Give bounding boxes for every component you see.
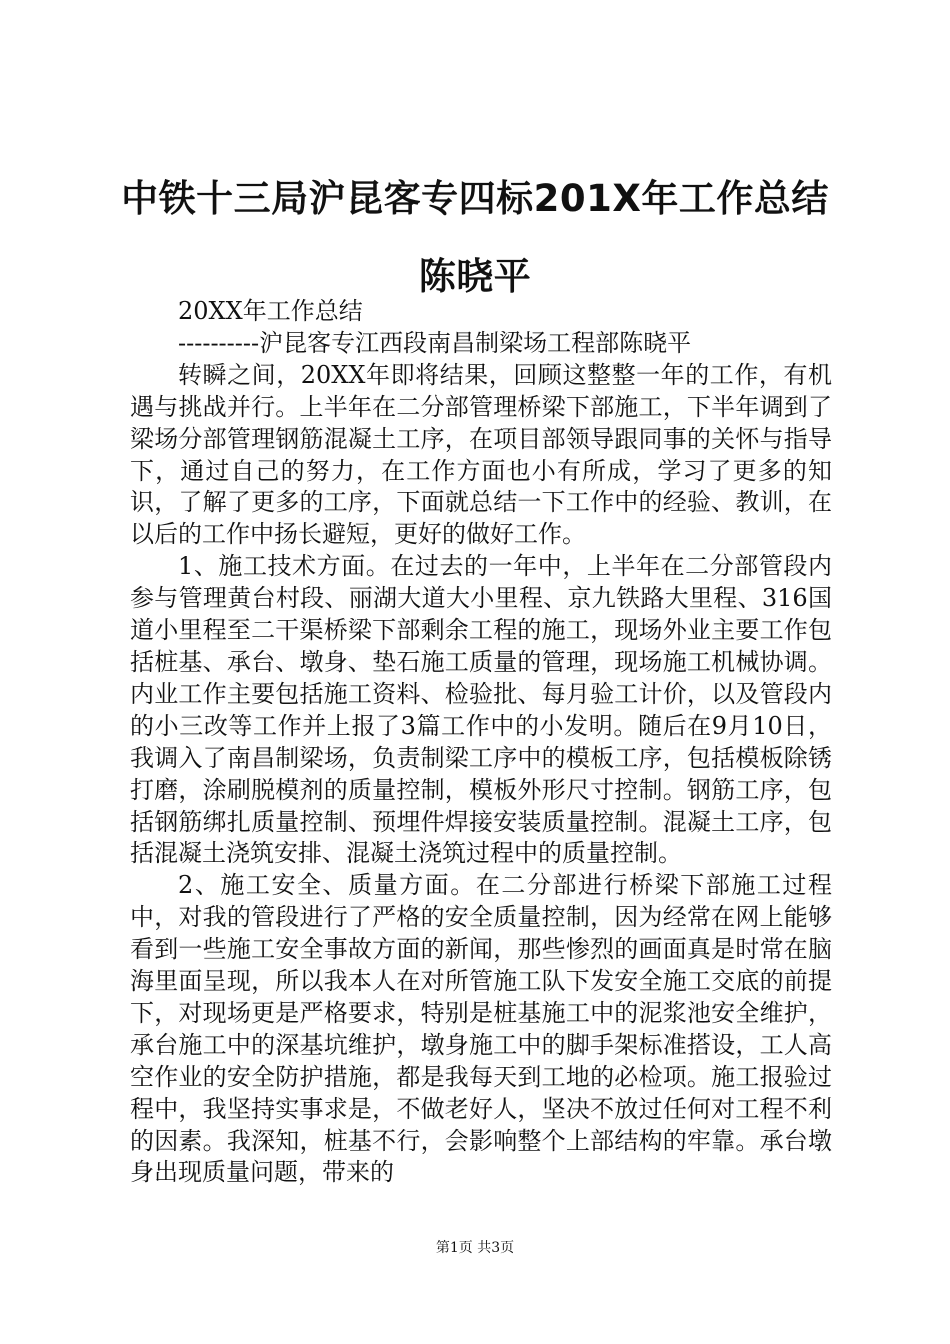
paragraph-safety-quality: 2、施工安全、质量方面。在二分部进行桥梁下部施工过程中，对我的管段进行了严格的安全质量控制，因为经常在网上能够看到一些施工安全事故方面的新闻，那些惨烈的画面真是时常在脑海里面呈现，所以我本人在对所管施工队下发安全施工交底的前提下，对现场更是严格要求，特别是桩基施工中的泥浆池安全维护，承台施工中的深基坑维护，墩身施工中的脚手架标准搭设，工人高空作业的安全防护措施，都是我每天到工地的必检项。施工报验过程中，我坚持实事求是，不做老好人，坚决不放过任何对工程不利的因素。我深知，桩基不行，会影响整个上部结构的牢靠。承台墩身出现质量问题，带来的 (130, 871, 832, 1187)
page-number: 第1页 共3页 (435, 1240, 515, 1256)
paragraph-technical: 1、施工技术方面。在过去的一年中，上半年在二分部管段内参与管理黄台村段、丽湖大道大小里程、京九铁路大里程、316国道小里程至二干渠桥梁下部剩余工程的施工，现场外业主要工作包括桩基、承台、墩身、垫石施工质量的管理，现场施工机械协调。内业工作主要包括施工资料、检验批、每月验工计价，以及管段内的小三改等工作并上报了3篇工作中的小发明。随后在9月10日，我调入了南昌制梁场，负责制梁工序中的模板工序，包括模板除锈打磨，涂刷脱模剂的质量控制，模板外形尺寸控制。钢筋工序，包括钢筋绑扎质量控制、预埋件焊接安装质量控制。混凝土工序，包括混凝土浇筑安排、混凝土浇筑过程中的质量控制。 (130, 552, 832, 868)
document-title: 中铁十三局沪昆客专四标201X年工作总结陈晓平 (121, 177, 829, 298)
document-body (130, 296, 832, 1189)
document-byline: ----------沪昆客专江西段南昌制梁场工程部陈晓平 (178, 328, 692, 357)
paragraph-intro: 转瞬之间，20XX年即将结果，回顾这整整一年的工作，有机遇与挑战并行。上半年在二分部管理桥梁下部施工，下半年调到了梁场分部管理钢筋混凝土工序，在项目部领导跟同事的关怀与指导下，通过自己的努力，在工作方面也小有所成，学习了更多的知识，了解了更多的工序，下面就总结一下工作中的经验、教训，在以后的工作中扬长避短，更好的做好工作。 (130, 360, 832, 549)
document-heading: 20XX年工作总结 (178, 297, 363, 325)
